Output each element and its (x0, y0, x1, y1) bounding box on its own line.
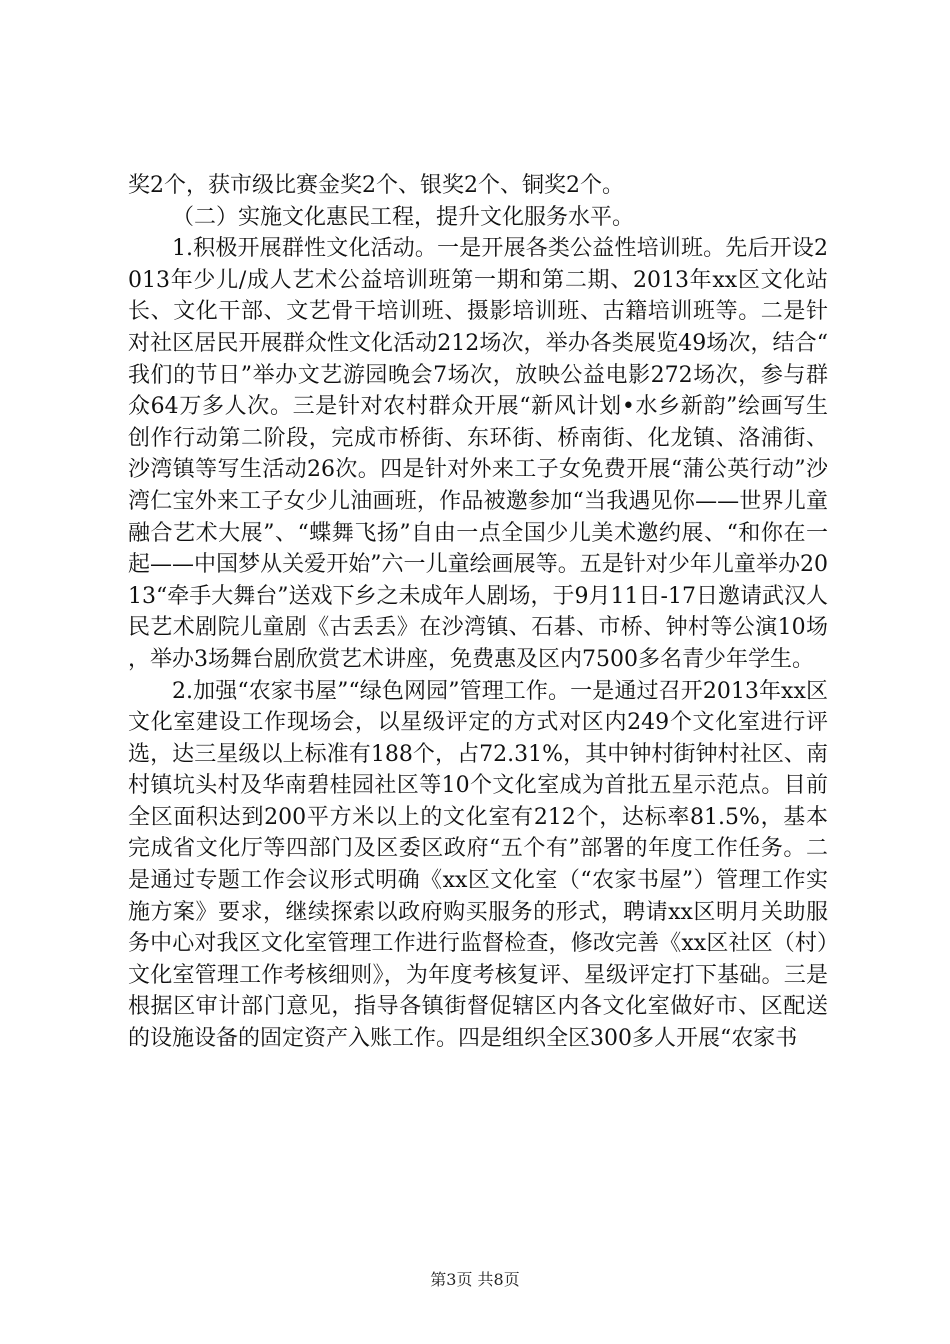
paragraph-mass-culture-activities: 1.积极开展群性文化活动。一是开展各类公益性培训班。先后开设2013年少儿/成人艺术公益培训班第一期和第二期、2013年xx区文化站长、文化干部、文艺骨干培训班、摄影培训班、古籍培训班等。二是针对社区居民开展群众性文化活动212场次，举办各类展览49场次，结合“我们的节日”举办文艺游园晚会7场次，放映公益电影272场次，参与群众64万多人次。三是针对农村群众开展“新风计划•水乡新韵”绘画写生创作行动第二阶段，完成市桥街、东环街、桥南街、化龙镇、洛浦街、沙湾镇等写生活动26次。四是针对外来工子女免费开展“蒲公英行动”沙湾仁宝外来工子女少儿油画班，作品被邀参加“当我遇见你——世界儿童融合艺术大展”、“蝶舞飞扬”自由一点全国少儿美术邀约展、“和你在一起——中国梦从关爱开始”六一儿童绘画展等。五是针对少年儿童举办2013“牵手大舞台”送戏下乡之未成年人剧场，于9月11日-17日邀请武汉人民艺术剧院儿童剧《古丢丢》在沙湾镇、石碁、市桥、钟村等公演10场，举办3场舞台剧欣赏艺术讲座，免费惠及区内7500多名青少年学生。 (128, 236, 828, 672)
section-heading: （二）实施文化惠民工程，提升文化服务水平。 (172, 204, 635, 230)
paragraph-farm-library-management: 2.加强“农家书屋”“绿色网园”管理工作。一是通过召开2013年xx区文化室建设工作现场会，以星级评定的方式对区内249个文化室进行评选，达三星级以上标准有188个，占72.31%，其中钟村街钟村社区、南村镇坑头村及华南碧桂园社区等10个文化室成为首批五星示范点。目前全区面积达到200平方米以上的文化室有212个，达标率81.5%，基本完成省文化厅等四部门及区委区政府“五个有”部署的年度工作任务。二是通过专题工作会议形式明确《xx区文化室（“农家书屋”）管理工作实施方案》要求，继续探索以政府购买服务的形式，聘请xx区明月关助服务中心对我区文化室管理工作进行监督检查，修改完善《xx区社区（村）文化室管理工作考核细则》，为年度考核复评、星级评定打下基础。三是根据区审计部门意见，指导各镇街督促辖区内各文化室做好市、区配送的设施设备的固定资产入账工作。四是组织全区300多人开展“农家书 (128, 678, 828, 1052)
paragraph-continuation: 奖2个，获市级比赛金奖2个、银奖2个、铜奖2个。 (128, 173, 624, 198)
page-footer: 第3页 共8页 (430, 1270, 520, 1289)
document-body (128, 170, 828, 1055)
